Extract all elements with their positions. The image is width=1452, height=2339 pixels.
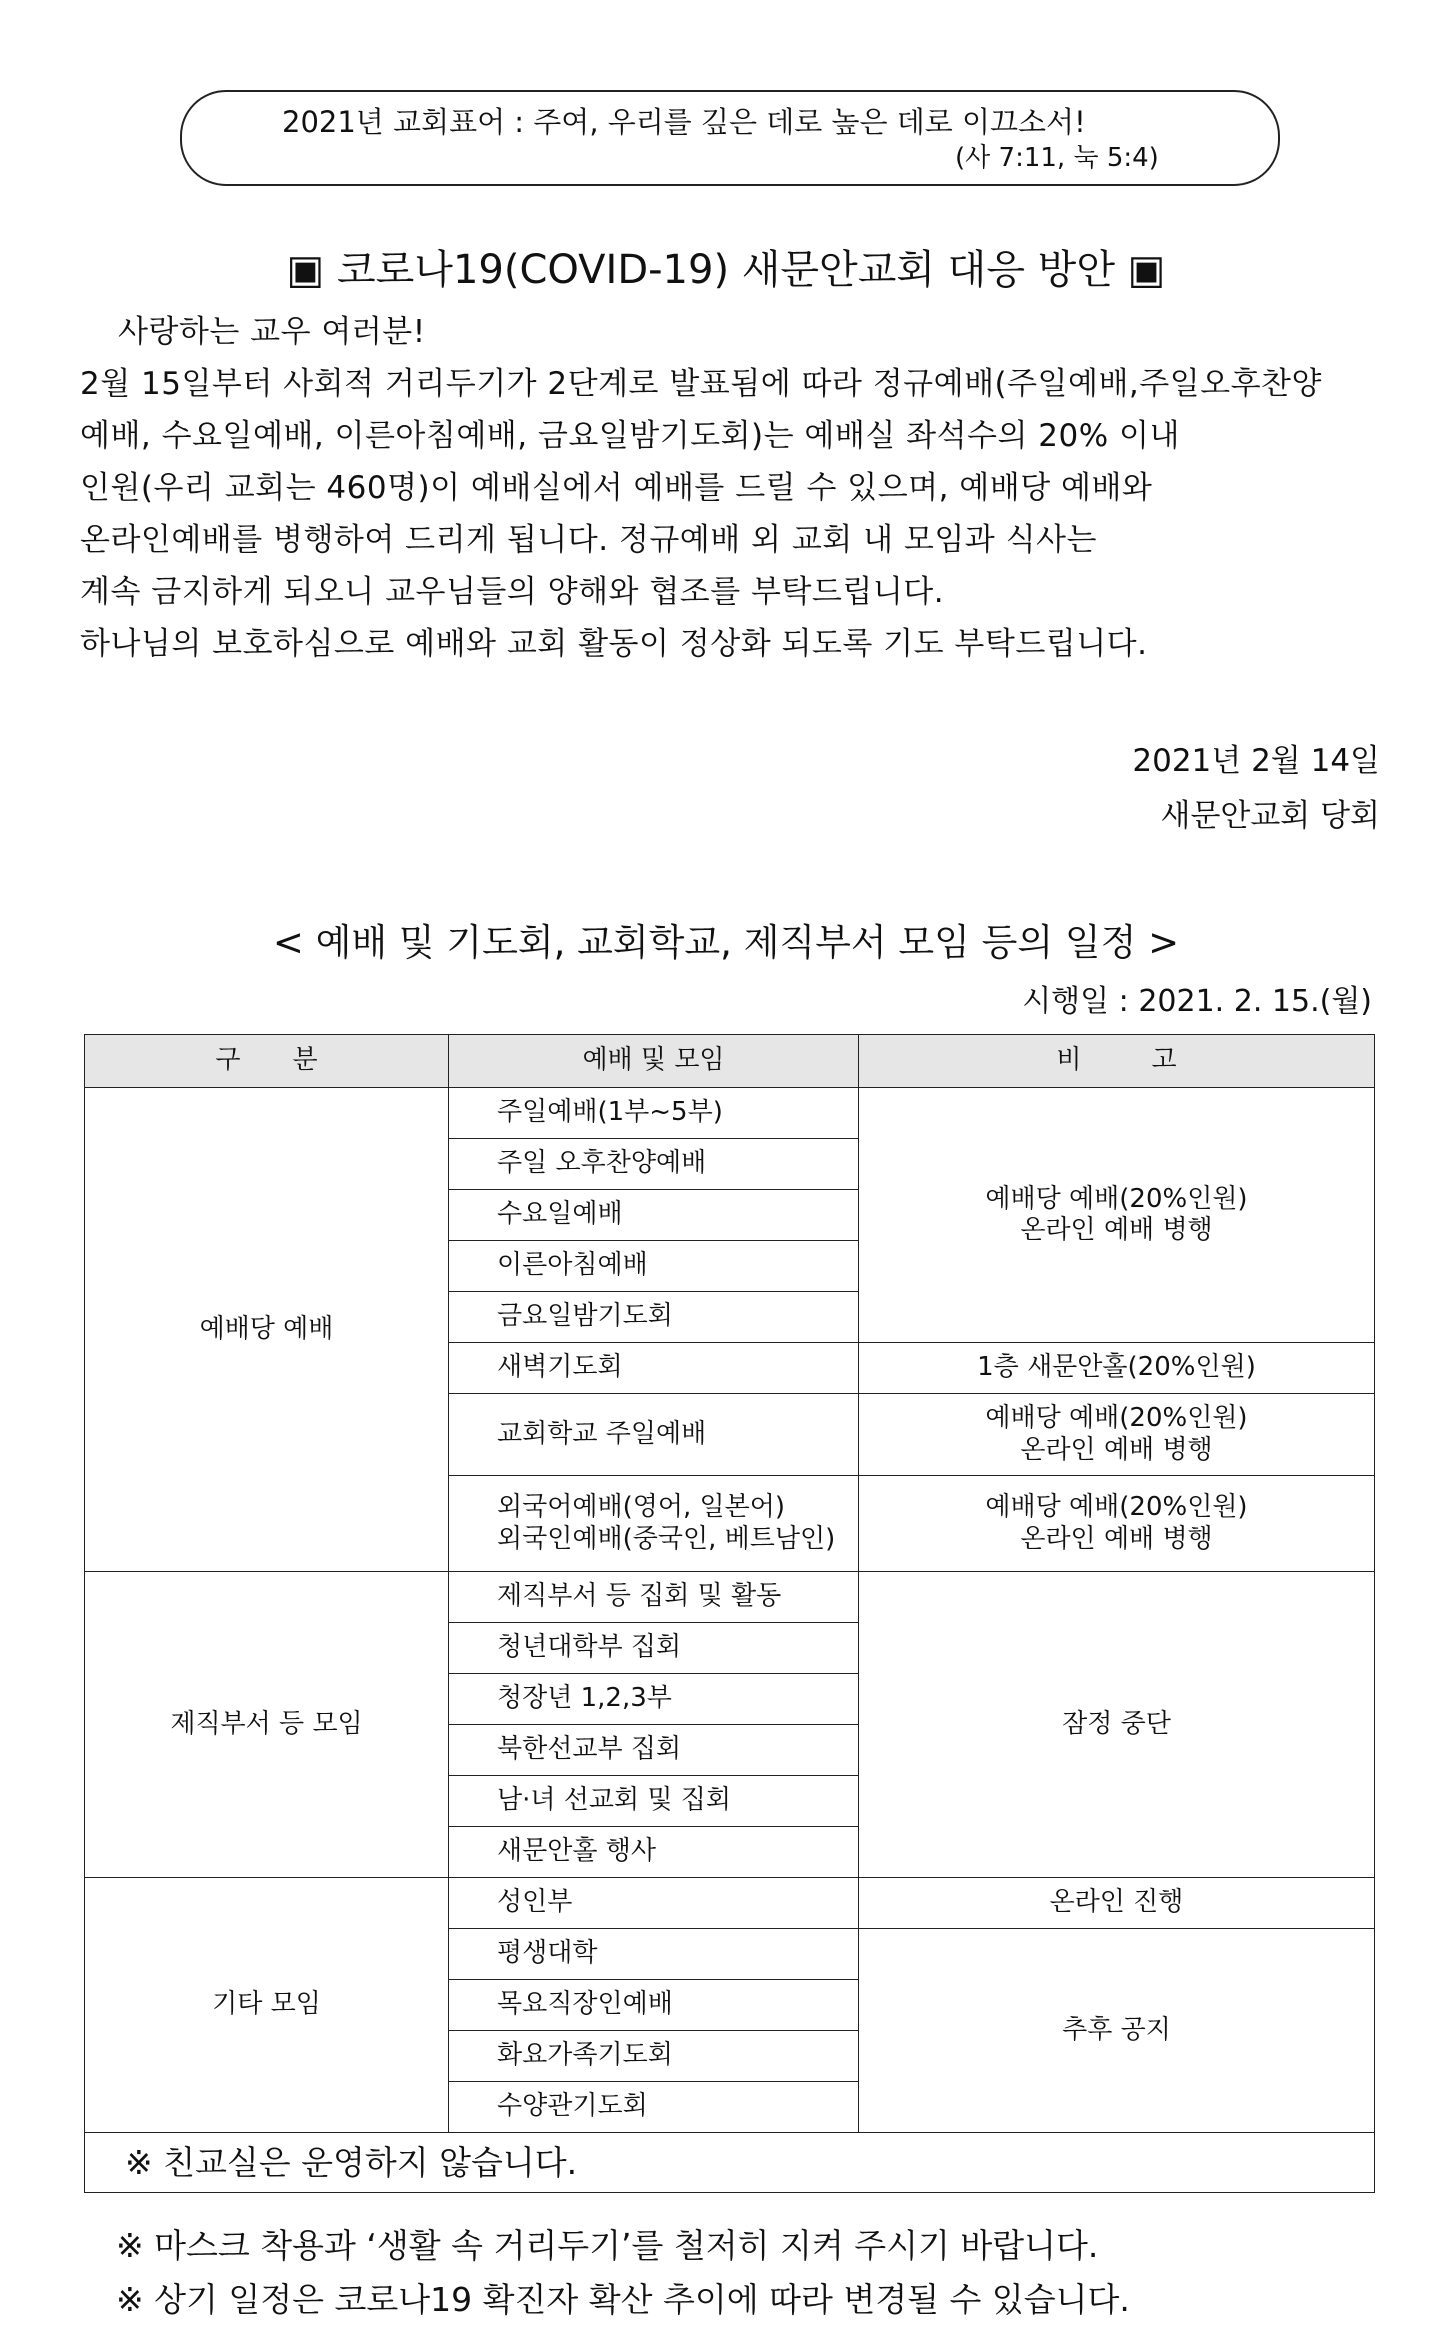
item-cell: 주일예배(1부~5부) [449,1088,859,1139]
category-cell: 기타 모임 [85,1878,449,2133]
header-item: 예배 및 모임 [449,1035,859,1088]
item-cell: 교회학교 주일예배 [449,1394,859,1476]
footnote-schedule-change: ※ 상기 일정은 코로나19 확진자 확산 추이에 따라 변경될 수 있습니다. [116,2280,1130,2319]
notice-line-5: 계속 금지하게 되오니 교우님들의 양해와 협조를 부탁드립니다. [80,574,945,610]
table-row [85,1088,1375,1139]
item-cell: 새벽기도회 [449,1343,859,1394]
notice-line-4: 온라인예배를 병행하여 드리게 됩니다. 정규예배 외 교회 내 모임과 식사는 [80,522,1097,558]
effective-date: 시행일 : 2021. 2. 15.(월) [1022,984,1372,1019]
item-cell: 청년대학부 집회 [449,1623,859,1674]
notice-date: 2021년 2월 14일 [1132,743,1380,779]
notice-line-6: 하나님의 보호하심으로 예배와 교회 활동이 정상화 되도록 기도 부탁드립니다. [80,626,1148,662]
note-cell: 잠정 중단 [859,1572,1375,1878]
item-cell: 화요가족기도회 [449,2031,859,2082]
category-cell: 제직부서 등 모임 [85,1572,449,1878]
table-footnote: ※ 친교실은 운영하지 않습니다. [85,2133,1375,2193]
note-cell: 예배당 예배(20%인원) 온라인 예배 병행 [859,1394,1375,1476]
motto-reference: (사 7:11, 눅 5:4) [955,143,1159,173]
note-cell: 추후 공지 [859,1929,1375,2133]
footnote-mask: ※ 마스크 착용과 ‘생활 속 거리두기’를 철저히 지켜 주시기 바랍니다. [116,2226,1099,2265]
item-cell: 이른아침예배 [449,1241,859,1292]
item-cell: 평생대학 [449,1929,859,1980]
item-cell: 주일 오후찬양예배 [449,1139,859,1190]
item-cell: 목요직장인예배 [449,1980,859,2031]
note-cell: 1층 새문안홀(20%인원) [859,1343,1375,1394]
schedule-table [84,1034,1375,2193]
schedule-title: < 예배 및 기도회, 교회학교, 제직부서 모임 등의 일정 > [272,921,1180,964]
table-header-row [85,1035,1375,1088]
table-row [85,1878,1375,1929]
notice-line-1: 2월 15일부터 사회적 거리두기가 2단계로 발표됨에 따라 정규예배(주일예배,주일오후찬양 [80,366,1322,402]
notice-line-3: 인원(우리 교회는 460명)이 예배실에서 예배를 드릴 수 있으며, 예배당 예배와 [80,470,1153,506]
note-cell: 예배당 예배(20%인원) 온라인 예배 병행 [859,1476,1375,1572]
item-cell: 새문안홀 행사 [449,1827,859,1878]
header-category: 구분 [85,1035,449,1088]
notice-signer: 새문안교회 당회 [1160,798,1380,834]
note-cell: 예배당 예배(20%인원) 온라인 예배 병행 [859,1088,1375,1343]
table-row [85,1572,1375,1623]
item-cell: 북한선교부 집회 [449,1725,859,1776]
item-cell: 수요일예배 [449,1190,859,1241]
category-cell: 예배당 예배 [85,1088,449,1572]
item-cell: 성인부 [449,1878,859,1929]
header-note: 비고 [859,1035,1375,1088]
item-cell: 수양관기도회 [449,2082,859,2133]
item-cell: 청장년 1,2,3부 [449,1674,859,1725]
item-cell: 남·녀 선교회 및 집회 [449,1776,859,1827]
notice-line-2: 예배, 수요일예배, 이른아침예배, 금요일밤기도회)는 예배실 좌석수의 20% 이내 [80,418,1180,454]
item-cell: 외국어예배(영어, 일본어) 외국인예배(중국인, 베트남인) [449,1476,859,1572]
motto-text: 2021년 교회표어 : 주여, 우리를 깊은 데로 높은 데로 이끄소서! [282,105,1086,139]
page-title: ▣ 코로나19(COVID-19) 새문안교회 대응 방안 ▣ [286,247,1166,293]
item-cell: 제직부서 등 집회 및 활동 [449,1572,859,1623]
note-cell: 온라인 진행 [859,1878,1375,1929]
table-footnote-row [85,2133,1375,2193]
item-cell: 금요일밤기도회 [449,1292,859,1343]
greeting: 사랑하는 교우 여러분! [118,314,426,350]
